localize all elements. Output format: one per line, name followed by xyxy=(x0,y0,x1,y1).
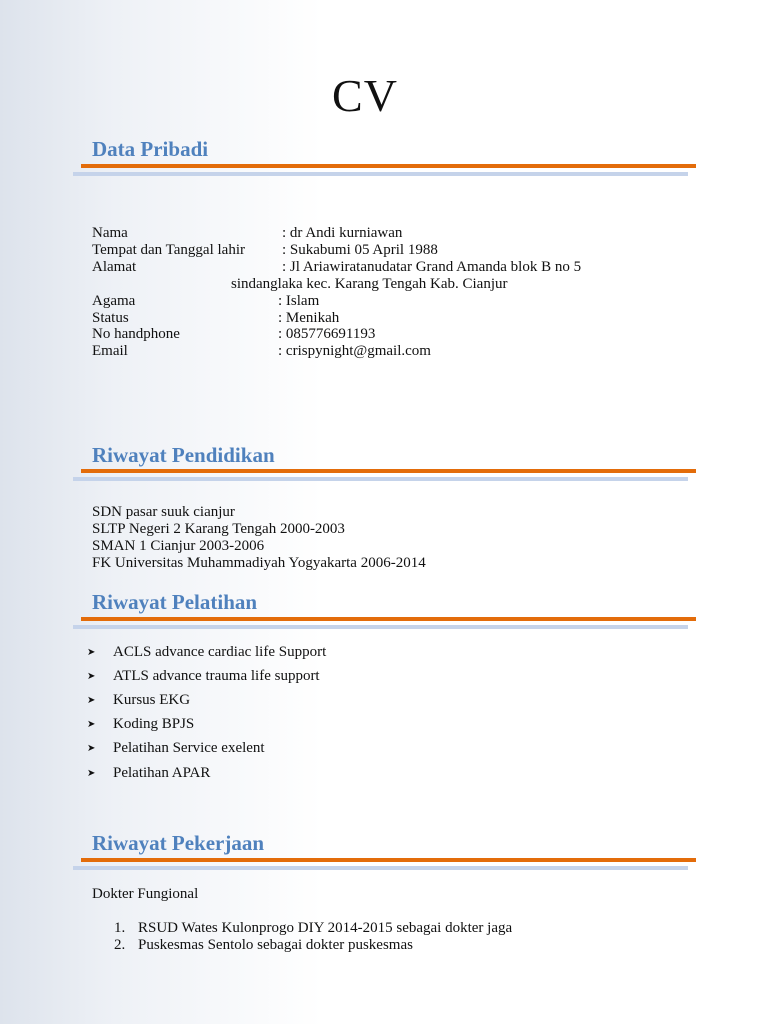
training-item: ACLS advance cardiac life Support xyxy=(113,644,327,660)
work-item: RSUD Wates Kulonprogo DIY 2014-2015 sebagai dokter jaga xyxy=(138,920,513,936)
education-item: FK Universitas Muhammadiyah Yogyakarta 2006-2014 xyxy=(92,555,426,571)
training-item: Koding BPJS xyxy=(113,716,195,732)
field-value-status: : Menikah xyxy=(278,310,340,326)
section-rule-orange xyxy=(81,617,696,621)
section-rule-orange xyxy=(81,858,696,862)
section-rule-blue xyxy=(73,477,688,481)
section-heading-data-pribadi: Data Pribadi xyxy=(92,137,209,161)
arrow-bullet-icon: ➤ xyxy=(87,768,96,779)
work-item-number: 1. xyxy=(114,920,126,936)
section-rule-orange xyxy=(81,469,696,473)
arrow-bullet-icon: ➤ xyxy=(87,695,96,706)
education-item: SMAN 1 Cianjur 2003-2006 xyxy=(92,538,265,554)
section-heading-pendidikan: Riwayat Pendidikan xyxy=(92,443,275,467)
section-rule-blue xyxy=(73,172,688,176)
field-label-agama: Agama xyxy=(92,293,136,309)
arrow-bullet-icon: ➤ xyxy=(87,671,96,682)
arrow-bullet-icon: ➤ xyxy=(87,647,96,658)
field-value-tempat-tanggal-lahir: : Sukabumi 05 April 1988 xyxy=(282,242,438,258)
field-value-alamat: : Jl Ariawiratanudatar Grand Amanda blok B no 5 xyxy=(282,259,582,275)
field-value-nama: : dr Andi kurniawan xyxy=(282,225,403,241)
field-label-alamat: Alamat xyxy=(92,259,137,275)
training-item: Pelatihan APAR xyxy=(113,765,211,781)
field-label-nama: Nama xyxy=(92,225,128,241)
section-rule-blue xyxy=(73,866,688,870)
field-label-email: Email xyxy=(92,343,128,359)
field-value-agama: : Islam xyxy=(278,293,320,309)
training-item: Kursus EKG xyxy=(113,692,191,708)
document-title: CV xyxy=(332,70,398,121)
field-value-handphone: : 085776691193 xyxy=(278,326,376,342)
education-item: SDN pasar suuk cianjur xyxy=(92,504,235,520)
work-item-number: 2. xyxy=(114,937,126,953)
field-label-tempat-tanggal-lahir: Tempat dan Tanggal lahir xyxy=(92,242,245,258)
work-subtitle: Dokter Fungional xyxy=(92,886,199,902)
training-item: Pelatihan Service exelent xyxy=(113,740,265,756)
training-item: ATLS advance trauma life support xyxy=(113,668,320,684)
arrow-bullet-icon: ➤ xyxy=(87,719,96,730)
arrow-bullet-icon: ➤ xyxy=(87,743,96,754)
section-heading-pelatihan: Riwayat Pelatihan xyxy=(92,590,258,614)
section-rule-orange xyxy=(81,164,696,168)
field-label-handphone: No handphone xyxy=(92,326,180,342)
field-label-status: Status xyxy=(92,310,129,326)
section-heading-pekerjaan: Riwayat Pekerjaan xyxy=(92,831,265,855)
field-value-email: : crispynight@gmail.com xyxy=(278,343,431,359)
work-item: Puskesmas Sentolo sebagai dokter puskesmas xyxy=(138,937,413,953)
field-value-alamat-continuation: sindanglaka kec. Karang Tengah Kab. Cianjur xyxy=(231,276,508,292)
education-item: SLTP Negeri 2 Karang Tengah 2000-2003 xyxy=(92,521,345,537)
section-rule-blue xyxy=(73,625,688,629)
